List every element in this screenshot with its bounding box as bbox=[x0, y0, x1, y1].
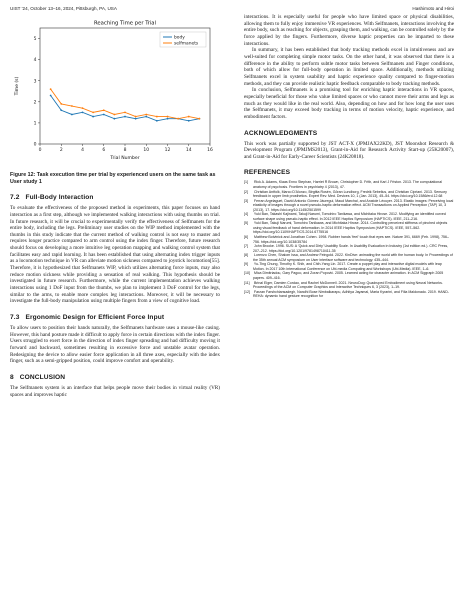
paragraph-full-body: To evaluate the effectiveness of the proposed method in experiments, this paper focuses on hand interaction as a first step, although we implemented walking interactions with using thumbs on trial. In future research, it will be crucial to experimentally verify the effectiveness of Selfmanets for the entire body, including the legs. Preliminary user studies on the WIP method implemented with the thumbs in this study indicate that the current method of walking control is not easy to master and requires longer practice compared to arm control using the index finger. Therefore, future research should focus on developing a more intuitive leg operation mapping and walking control system that facilitates easy and rapid learning. It has been established that using alternating index trigger inputs as a locomotion technique in VR can alleviate motion sickness compared to joystick locomotion[55]. Therefore, it is hypothesized that Selfmanets WIP, which utilizes alternating force inputs, may also reduce motion sickness while providing a sensation of real walking. This hypothesis should be investigated in future research. Furthermore, while the current implementation achieves walking interactions using 1 DoF input from the thumbs, we plan to implement 3 DoF control for the legs, similar to the arms, to enable more complex leg interactions. Moreover, it will be necessary to investigate the full-body manipulation using multiple fingers from a view of cognitive load. bbox=[10, 205, 220, 305]
data-point-body bbox=[82, 111, 84, 113]
data-point-selfmanets bbox=[103, 109, 105, 111]
section-number: 8 bbox=[10, 373, 14, 381]
data-point-selfmanets bbox=[124, 111, 126, 113]
section-heading-7-3 bbox=[10, 314, 220, 321]
reference-number: [9] bbox=[244, 262, 248, 267]
reference-number: [4] bbox=[244, 212, 248, 217]
data-point-body bbox=[135, 118, 137, 120]
legend-label: selfmanets bbox=[174, 41, 199, 47]
section-heading-7-2 bbox=[10, 194, 220, 201]
reference-text: Ferran Argelaguet, David Antonio Gómez Jáuregui, Maud Marchal, and Anatole Lécuyer. 2013. Elastic images: Perceiving local elasticity of images through a novel pseudo-haptic deformation effect. ACM Transactions on Applied Perception (TAP) 10, 3 (2013), 17. https://doi.org/10.1145/2501599 bbox=[253, 198, 454, 212]
right-column bbox=[244, 14, 454, 299]
section-number: 7.2 bbox=[10, 194, 20, 202]
reference-text: Christian Antfolk, Marco D'Alonzo, Birgitta Rosén, Göran Lundborg, Fredrik Sebelius, and Christian Cipriani. 2013. Sensory feedback in upper limb prosthetics. Expert Rev. Med. Devices 10, 1 (Jan. 2013), 45–54. https://doi.org/10.1586/erd.12.68 bbox=[253, 189, 447, 199]
references-heading: REFERENCES bbox=[244, 169, 291, 177]
data-point-selfmanets bbox=[156, 116, 158, 118]
paragraph-conclusion-cont: interactions. It is especially useful for people who have limited space or physical disabilities, allowing them to fully enjoy immersive VR experiences. With Selfmanets, interactions involving the entire body, such as reaching for objects, grasping them, and walking, can be controlled solely by the force applied by the fingers. Furthermore, diverse haptic properties can be imparted to these interactions. bbox=[244, 14, 454, 47]
x-tick-label: 0 bbox=[38, 148, 42, 153]
paragraph-conclusion-start: The Selfmanets system is an interface that helps people move their bodies in virtual reality (VR) spaces and improves haptic bbox=[10, 384, 220, 398]
running-header-authors: Hashimoto and Hiroi bbox=[412, 6, 454, 11]
reference-number: [10] bbox=[244, 271, 250, 276]
y-tick-label: 3 bbox=[33, 79, 37, 85]
data-point-body bbox=[113, 118, 115, 120]
data-point-selfmanets bbox=[145, 114, 147, 116]
x-tick-label: 6 bbox=[102, 148, 106, 153]
reference-text: Yu-Ting Chung, Timothy K. Shih, and Chih-Yang Lin. 2017. Create a puppet play and interactive digital models with leap Motion. In 2017 10th International Conference on Ubi-media Computing and Workshops (Ubi-Media). IEEE, 1–6. bbox=[253, 262, 442, 271]
data-point-body bbox=[145, 116, 147, 118]
x-tick-label: 2 bbox=[59, 148, 63, 153]
reference-text: Brinal Eiger, Damien Cordao, and Rachel McDonnell. 2021. NeuroDog: Quadruped Embodiment using Neural Networks. Proceedings of the ACM on Computer Graphics and Interactive Techniques 6, 3 (2023), 1–19. bbox=[253, 280, 443, 290]
reference-number: [5] bbox=[244, 221, 248, 226]
data-point-selfmanets bbox=[113, 114, 115, 116]
reference-number: [6] bbox=[244, 235, 248, 240]
reference-text: Yuki Ban, Takuji Narumi, Tomohiro Tanikawa, and Michitaka Hirose. 2014. Controlling perceived stiffness of pinched objects using visual feedback of hand deformation. In 2014 IEEE Haptics Symposium (HAPTICS). IEEE, 557–562. https://doi.org/10.1109/HAPTICS.2014.6775516 bbox=[253, 221, 448, 235]
x-tick-label: 10 bbox=[143, 148, 150, 153]
paragraph-ergonomic: To allow users to position their hands naturally, the Selfmanets hardware uses a mouse-like casing. However, this hand posture made it difficult to apply force in certain directions with the index finger. Users struggled to exert force in the direction of index finger spreading and had difficulty moving it forward and backward, sometimes resulting in excessive force and unstable avatar operation. Redesigning the device to allow easier force application in all three axes, especially with the index finger, such as a semi-gripped position, could improve comfort and operability. bbox=[10, 325, 220, 365]
data-point-selfmanets bbox=[198, 118, 200, 120]
reference-number: [8] bbox=[244, 253, 248, 258]
reference-number: [3] bbox=[244, 198, 248, 203]
reference-text: Rick A. Adams, Klaas Enno Stephan, Harriet R Brown, Christopher D. Frith, and Karl J Friston. 2013. The computational anatomy of psychosis. Frontiers in psychiatry 4 (2013), 47. bbox=[253, 180, 442, 190]
reference-number: [7] bbox=[244, 244, 248, 249]
figure-caption: Figure 12: Task execution time per trial by experienced users on the same task as User study 1 bbox=[10, 172, 216, 185]
y-tick-label: 5 bbox=[33, 37, 37, 43]
data-point-body bbox=[50, 95, 52, 97]
reference-item bbox=[244, 290, 454, 299]
reference-number: [1] bbox=[244, 180, 248, 185]
acknowledgments-text: This work was partially supported by JST ACT-X (JPMJAX22KD), JST Moonshot Research & Development Program (JPMJMS2013), Grant-in-Aid for Research Activity Start-up (25K20007), and Grant-in-Aid for Early-Career Scientists (24K20818). bbox=[244, 140, 454, 160]
reference-list bbox=[244, 180, 454, 298]
reference-text: Farzan Farshchiansadegh, Nandhi Bose Nimbalkarapu, Adhitya Jayamal, Maria Kyrarini, and Filia Maldonado. 2019. HAND-REHA: dynamic hand gesture recognition for bbox=[253, 289, 449, 299]
data-point-body bbox=[167, 118, 169, 120]
data-point-body bbox=[103, 114, 105, 116]
x-tick-label: 14 bbox=[185, 148, 192, 153]
reference-text: Yuki Ban, Takashi Kajinami, Takuji Narumi, Tomohiro Tanikawa, and Michitaka Hirose. 2012. Modifying an identified curved surface shape using pseudo-haptic effect. In 2012 IEEE Haptics Symposium (HAPTICS). IEEE, 211–216. bbox=[253, 212, 446, 221]
legend-label: body bbox=[174, 35, 185, 41]
data-point-body bbox=[188, 120, 190, 122]
section-heading-8 bbox=[10, 374, 220, 381]
reference-number: [12] bbox=[244, 289, 250, 294]
reference-item bbox=[244, 180, 454, 189]
reference-item bbox=[244, 235, 454, 244]
data-point-body bbox=[60, 109, 62, 111]
y-tick-label: 1 bbox=[33, 121, 37, 127]
y-tick-label: 0 bbox=[33, 142, 37, 148]
reference-item bbox=[244, 221, 454, 235]
reaching-time-chart bbox=[10, 16, 220, 166]
reference-item bbox=[244, 190, 454, 199]
reference-item bbox=[244, 253, 454, 262]
reference-item bbox=[244, 281, 454, 290]
data-point-selfmanets bbox=[135, 116, 137, 118]
x-axis-label: Trial Number bbox=[110, 156, 140, 161]
reference-item bbox=[244, 262, 454, 271]
reference-number: [11] bbox=[244, 280, 250, 285]
x-tick-label: 8 bbox=[123, 148, 127, 153]
data-point-body bbox=[124, 116, 126, 118]
figure-12 bbox=[10, 16, 220, 166]
data-point-selfmanets bbox=[188, 116, 190, 118]
data-point-selfmanets bbox=[92, 111, 94, 113]
reference-item bbox=[244, 271, 454, 280]
paragraph-summary: In summary, it has been established that body tracking methods excel in intuitiveness and are well-suited for completing simple motor tasks. On the other hand, it was observed that there is a difference in the ability to perform subtle motor tasks between Selfmanets and Finger conditions, both of which allow for full-body operation in limited space. Additionally, methods utilizing Selfmanets excel in system usability and haptic experience quality compared to finger-motion methods, and they can provide realistic haptic feedback comparable to body tracking methods. bbox=[244, 47, 454, 87]
reference-item bbox=[244, 212, 454, 221]
reference-text: Lorenzo Chen, Shalom Issa, and Andrew Feingold. 2022. KinDive: animating the world with the human body. In Proceedings of the 35th annual ACM symposium on User interface software and technology. 435–444. bbox=[253, 253, 453, 262]
section-title: Ergonomic Design for Efficient Force Input bbox=[25, 314, 165, 322]
reference-item bbox=[244, 244, 454, 253]
running-header-venue: UIST '24, October 13–16, 2024, Pittsburgh, PA, USA bbox=[10, 6, 117, 11]
data-point-body bbox=[71, 114, 73, 116]
y-tick-label: 2 bbox=[33, 100, 37, 106]
section-number: 7.3 bbox=[10, 314, 20, 322]
paragraph-final: In conclusion, Selfmanets is a promising tool for enriching haptic interactions in VR spaces, especially beneficial for those who value limited spaces or who cannot move their arms and legs as much as they would like in the real world. Also, depending on how and for how long the user uses the Selfmanets, it may exceed body tracking in terms of motion velocity, haptic experience, and embodiment factors. bbox=[244, 87, 454, 120]
reference-number: [2] bbox=[244, 189, 248, 194]
section-title: CONCLUSION bbox=[19, 373, 66, 381]
x-tick-label: 12 bbox=[164, 148, 171, 153]
data-point-selfmanets bbox=[177, 118, 179, 120]
data-point-body bbox=[156, 120, 158, 122]
left-column bbox=[10, 16, 220, 398]
reference-text: John Brooke. 1996. SUS: A 'Quick and Dirty' Usability Scale. In Usability Evaluation in Industry (1st edition ed.). CRC Press, 207–212. https://doi.org/10.1201/9781498710411-35 bbox=[253, 244, 449, 253]
y-axis-label: Time (s) bbox=[15, 76, 20, 96]
x-tick-label: 16 bbox=[207, 148, 213, 153]
data-point-selfmanets bbox=[71, 105, 73, 107]
data-point-selfmanets bbox=[167, 116, 169, 118]
y-tick-label: 4 bbox=[33, 58, 37, 64]
data-point-selfmanets bbox=[82, 107, 84, 109]
data-point-selfmanets bbox=[60, 103, 62, 105]
data-point-body bbox=[92, 116, 94, 118]
reference-text: Mica Dimitriadou, Gary Pagoo, and Zoran Popović. 2005. Learned acting for character animation. In ACM Siggraph 2005 papers. 409–416. bbox=[253, 271, 444, 280]
reference-text: Matthew Botvinick and Jonathan Cohen. 1998. Rubber hands 'feel' touch that eyes see. Nature 391, 6669 (Feb. 1998), 756–756. https://doi.org/10.1038/35784 bbox=[253, 235, 449, 244]
x-tick-label: 4 bbox=[81, 148, 84, 153]
data-point-selfmanets bbox=[50, 88, 52, 90]
reference-item bbox=[244, 199, 454, 213]
acknowledgments-heading: ACKNOWLEDGMENTS bbox=[244, 129, 318, 137]
chart-title: Reaching Time per Trial bbox=[93, 20, 157, 27]
section-title: Full-Body Interaction bbox=[25, 194, 94, 202]
